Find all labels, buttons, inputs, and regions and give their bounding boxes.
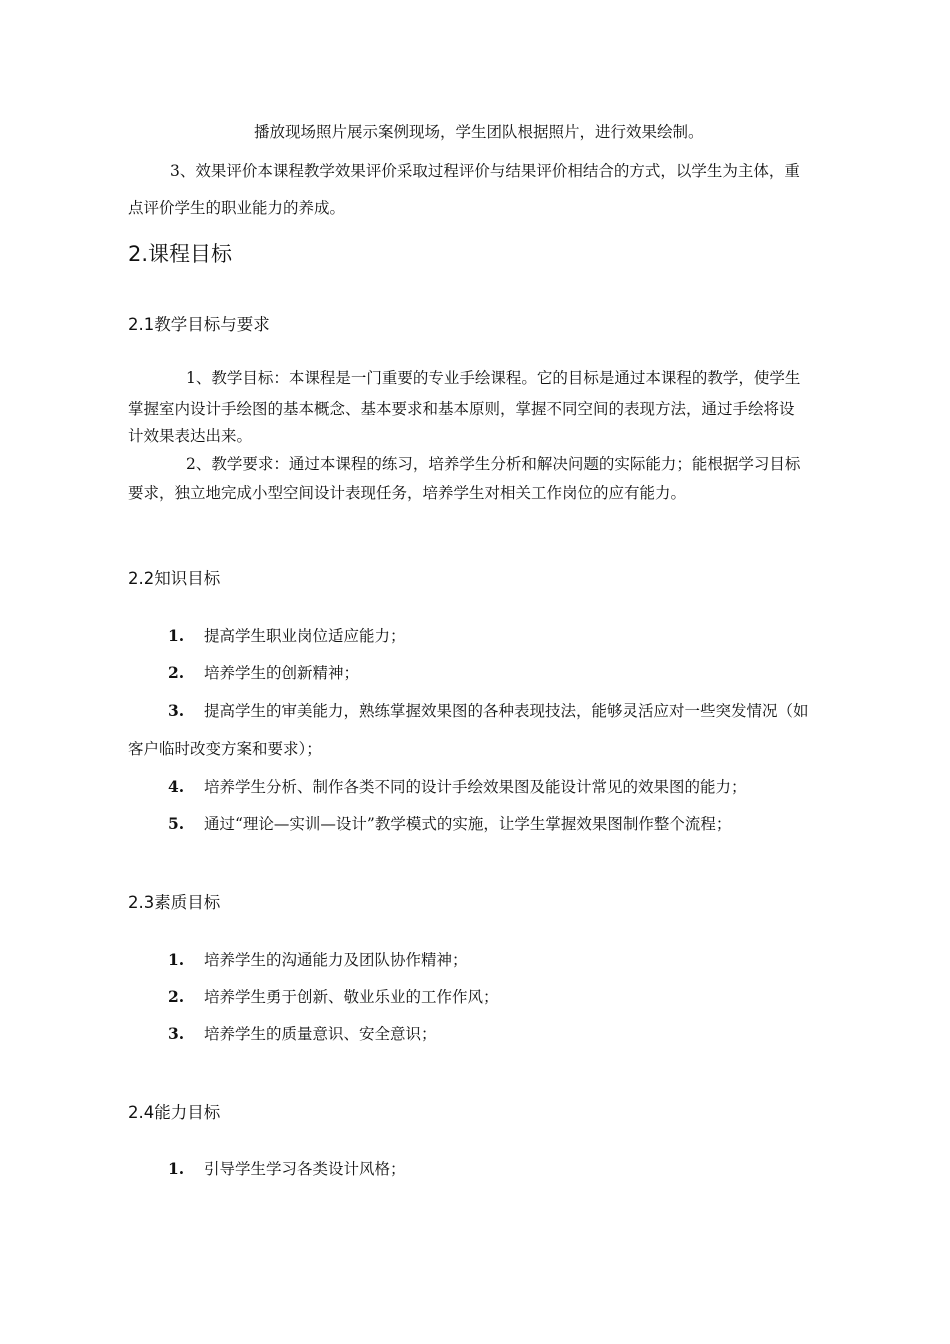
list-text: 培养学生分析、制作各类不同的设计手绘效果图及能设计常见的效果图的能力； <box>204 778 747 796</box>
evaluation-paragraph-line-1: 3、效果评价本课程教学效果评价采取过程评价与结果评价相结合的方式，以学生为主体，重 <box>170 162 800 180</box>
list-number: 4. <box>168 777 185 796</box>
list-item <box>168 775 747 797</box>
list-number: 1. <box>168 626 185 645</box>
list-item <box>168 948 468 970</box>
list-number: 1. <box>168 1159 185 1178</box>
subsection-heading-ability-goals: 2.4能力目标 <box>128 1103 221 1122</box>
list-item <box>168 1022 437 1044</box>
list-text: 培养学生的创新精神； <box>204 664 360 682</box>
list-number: 3. <box>168 1024 185 1043</box>
list-text: 培养学生的沟通能力及团队协作精神； <box>204 951 468 969</box>
list-text: 提高学生的审美能力，熟练掌握效果图的各种表现技法，能够灵活应对一些突发情况（如 <box>204 702 809 720</box>
list-number: 3. <box>168 701 185 720</box>
list-number: 1. <box>168 950 185 969</box>
section-heading-course-goals: 2.课程目标 <box>128 242 233 266</box>
list-item <box>168 699 809 721</box>
teaching-requirement-line-1: 2、教学要求：通过本课程的练习，培养学生分析和解决问题的实际能力；能根据学习目标 <box>186 455 801 473</box>
intro-line: 播放现场照片展示案例现场，学生团队根据照片，进行效果绘制。 <box>254 123 704 141</box>
list-number: 2. <box>168 663 185 682</box>
subsection-heading-quality-goals: 2.3素质目标 <box>128 893 221 912</box>
list-text: 培养学生勇于创新、敬业乐业的工作作风； <box>204 988 499 1006</box>
evaluation-paragraph-line-2: 点评价学生的职业能力的养成。 <box>128 199 346 217</box>
subsection-heading-knowledge-goals: 2.2知识目标 <box>128 569 221 588</box>
list-number: 5. <box>168 814 185 833</box>
list-number: 2. <box>168 987 185 1006</box>
teaching-requirement-line-2: 要求，独立地完成小型空间设计表现任务，培养学生对相关工作岗位的应有能力。 <box>128 484 687 502</box>
list-item <box>168 624 406 646</box>
list-item <box>168 661 359 683</box>
teaching-goal-line-2: 掌握室内设计手绘图的基本概念、基本要求和基本原则，掌握不同空间的表现方法，通过手绘将设 <box>128 400 795 418</box>
list-item <box>168 812 731 834</box>
list-item <box>168 985 499 1007</box>
list-text: 通过“理论—实训—设计”教学模式的实施，让学生掌握效果图制作整个流程； <box>204 815 732 833</box>
list-text: 提高学生职业岗位适应能力； <box>204 627 406 645</box>
list-text: 引导学生学习各类设计风格； <box>204 1160 406 1178</box>
list-text: 培养学生的质量意识、安全意识； <box>204 1025 437 1043</box>
list-item <box>168 1157 406 1179</box>
teaching-goal-line-1: 1、教学目标：本课程是一门重要的专业手绘课程。它的目标是通过本课程的教学，使学生 <box>186 369 801 387</box>
subsection-heading-teaching-goals: 2.1教学目标与要求 <box>128 315 270 334</box>
list-item-continuation: 客户临时改变方案和要求）； <box>128 740 322 758</box>
teaching-goal-line-3: 计效果表达出来。 <box>128 427 253 445</box>
